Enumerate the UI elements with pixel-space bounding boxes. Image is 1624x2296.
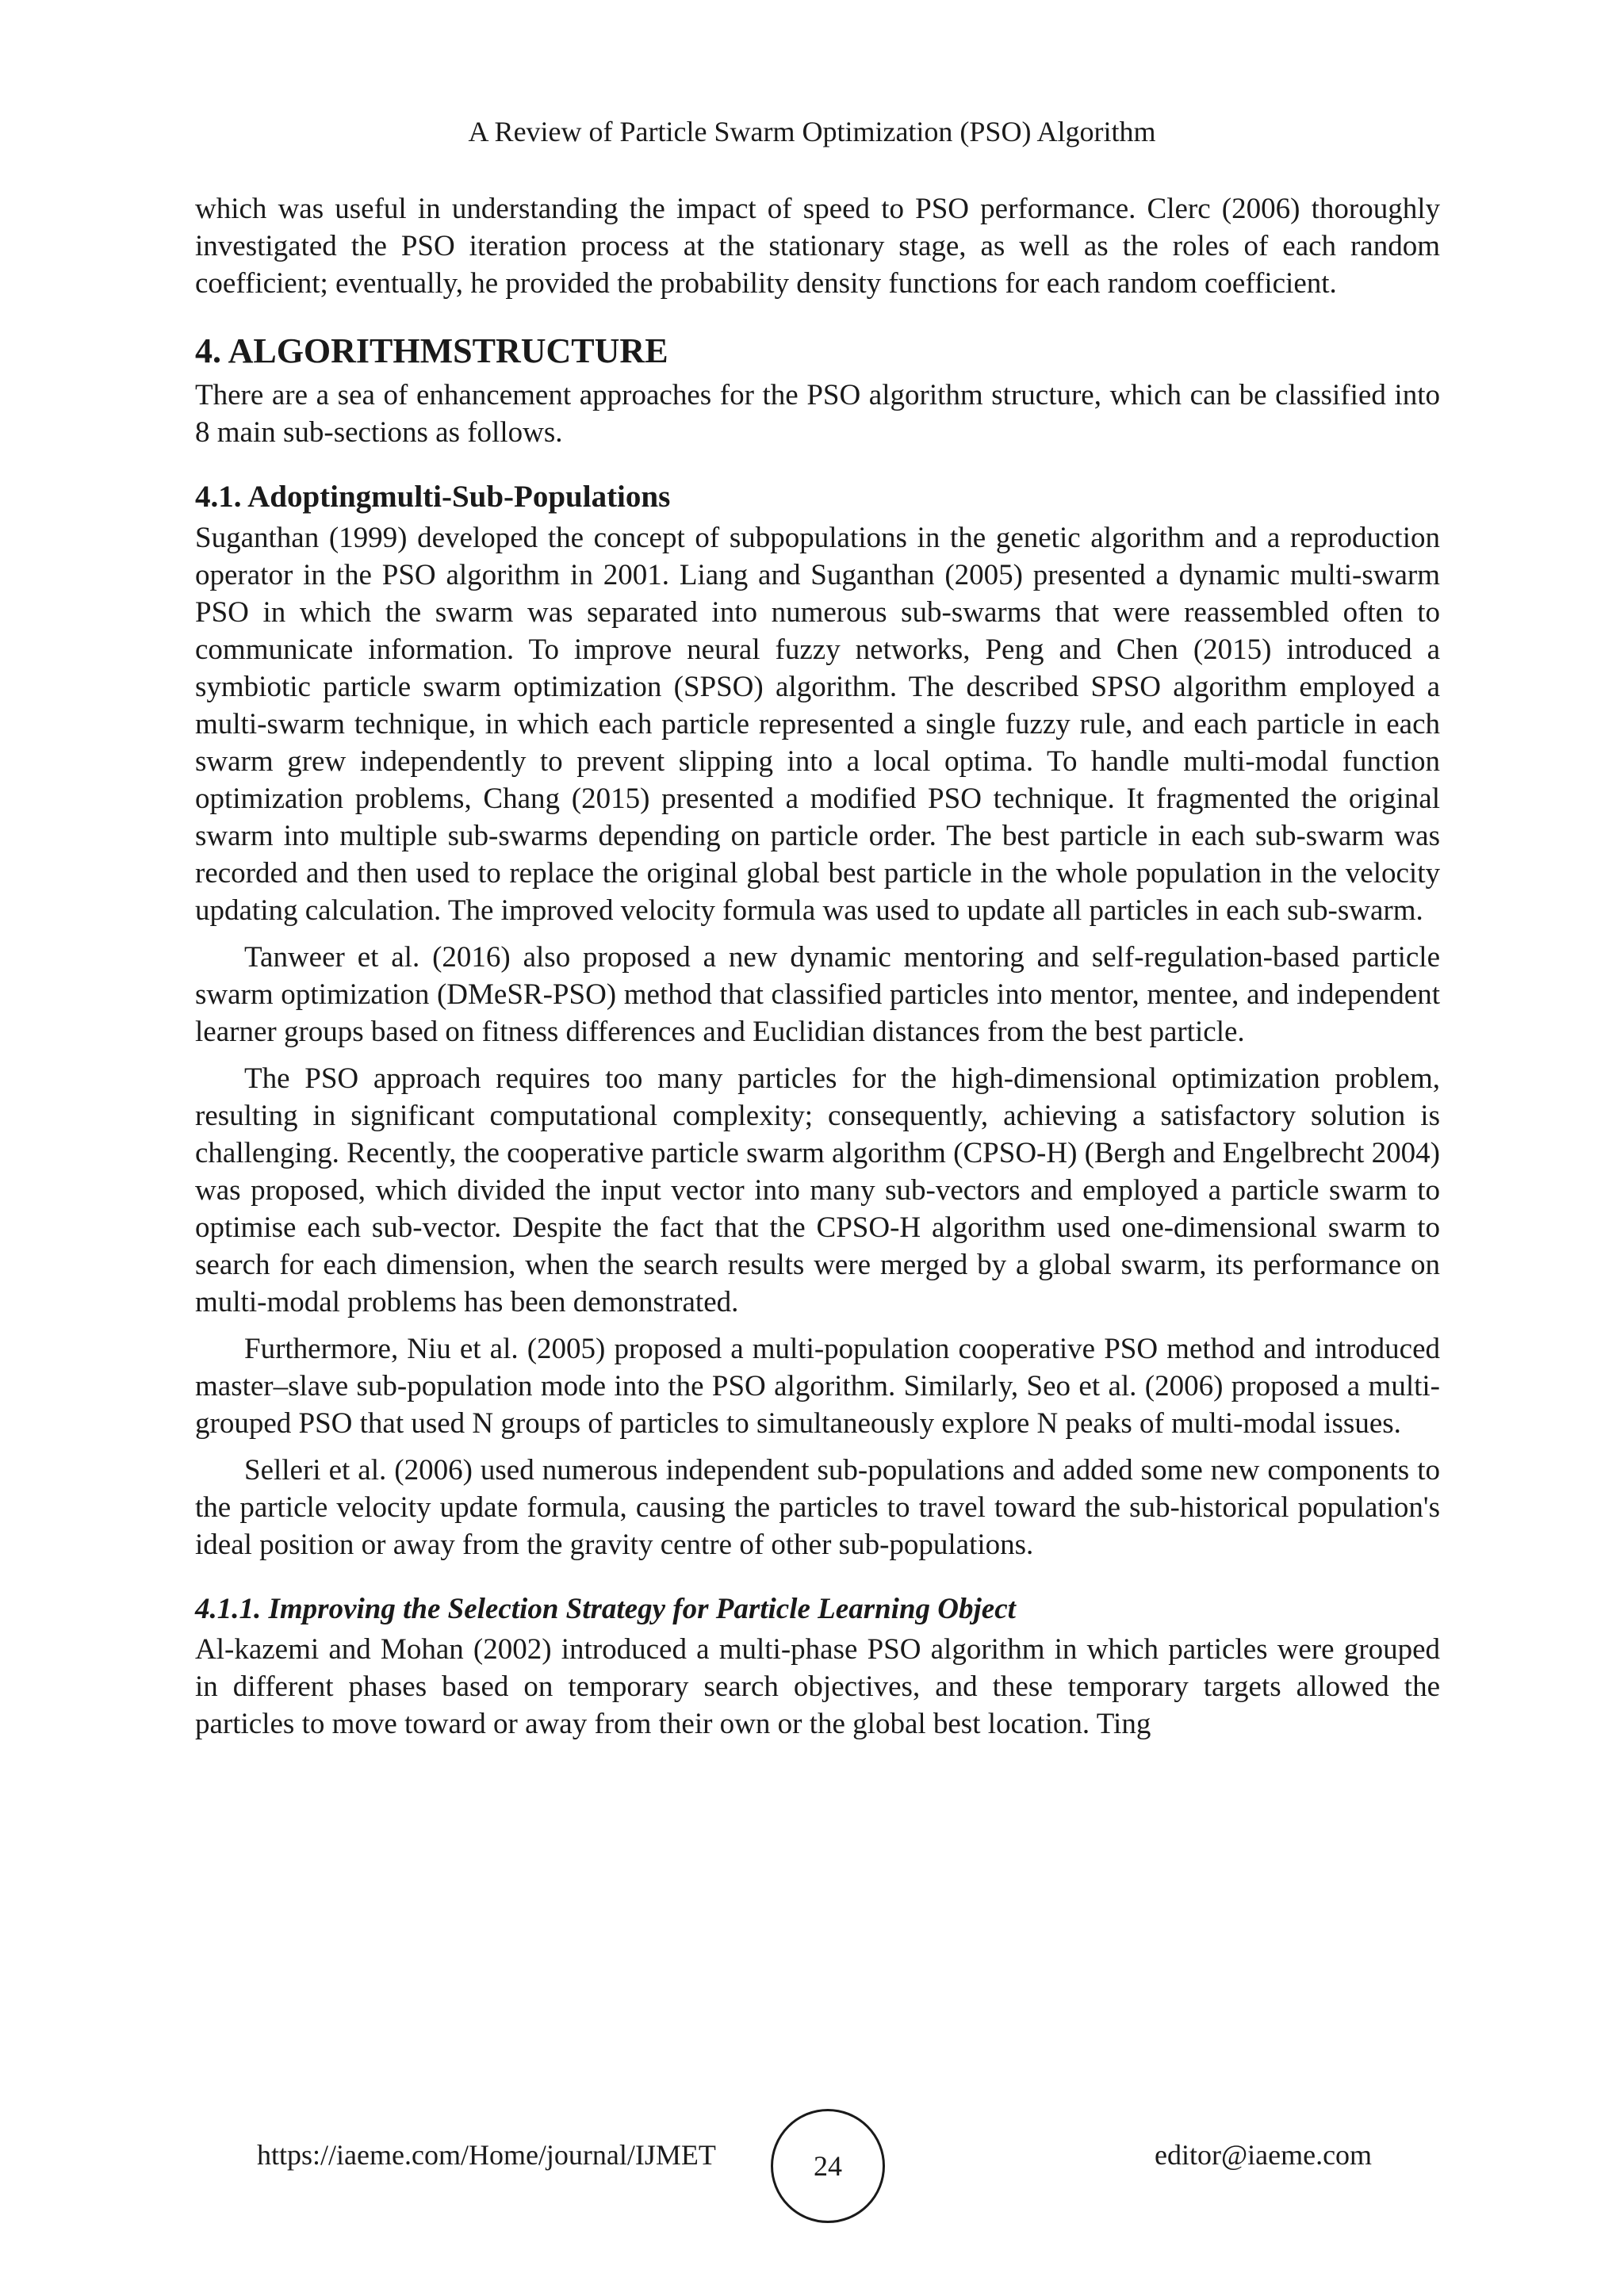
section-heading-4: 4. ALGORITHMSTRUCTURE: [195, 331, 668, 370]
page-number: 24: [814, 2150, 842, 2182]
page-footer: [0, 2109, 1624, 2228]
section-heading-4-1-1: 4.1.1. Improving the Selection Strategy for Particle Learning Object: [195, 1593, 1016, 1625]
body-content: [195, 190, 1440, 1743]
section-4-1-paragraph-4: Furthermore, Niu et al. (2005) proposed a multi-population cooperative PSO method and introduced master–slave sub-population mode into the PSO algorithm. Similarly, Seo et al. (2006) proposed a multi- grouped PSO that used N groups of particles to simultaneously explore N peaks of multi-modal issues.: [195, 1333, 1440, 1440]
section-4-1-paragraph-5: Selleri et al. (2006) used numerous independent sub-populations and added some new components to the particle velocity update formula, causing the particles to travel toward the sub-historical population's ideal position or away from the gravity centre of other sub-populations.: [195, 1454, 1440, 1561]
footer-url-link[interactable]: https://iaeme.com/Home/journal/IJMET: [257, 2139, 716, 2171]
section-4-paragraph: There are a sea of enhancement approaches for the PSO algorithm structure, which can be classified into 8 main sub-sections as follows.: [195, 379, 1440, 449]
footer-email-link[interactable]: editor@iaeme.com: [1155, 2139, 1373, 2171]
section-4-1-paragraph-1: Suganthan (1999) developed the concept of subpopulations in the genetic algorithm and a reproduction operator in the PSO algorithm in 2001. Liang and Suganthan (2005) presented a dynamic multi-swarm PSO in which the swarm was separated into numerous sub-swarms that were reassembled often to communicate information. To improve neural fuzzy networks, Peng and Chen (2015) introduced a symbiotic particle swarm optimization (SPSO) algorithm. The described SPSO algorithm employed a multi-swarm technique, in which each particle represented a single fuzzy rule, and each particle in each swarm grew independently to prevent slipping into a local optima. To handle multi-modal function optimization problems, Chang (2015) presented a modified PSO technique. It fragmented the original swarm into multiple sub-swarms depending on particle order. The best particle in each sub-swarm was recorded and then used to replace the original global best particle in the whole population in the velocity updating calculation. The improved velocity formula was used to update all particles in each sub-swarm.: [195, 522, 1440, 927]
section-4-1-1-paragraph: Al-kazemi and Mohan (2002) introduced a multi-phase PSO algorithm in which particles were grouped in different phases based on temporary search objectives, and these temporary targets allowed the particles to move toward or away from their own or the global best location. Ting: [195, 1633, 1440, 1740]
running-header: A Review of Particle Swarm Optimization (PSO) Algorithm: [468, 116, 1156, 147]
page-number-badge: [771, 2109, 885, 2223]
section-4-1-paragraph-3: The PSO approach requires too many particles for the high-dimensional optimization problem, resulting in significant computational complexity; consequently, achieving a satisfactory solution is challenging. Recently, the cooperative particle swarm algorithm (CPSO-H) (Bergh and Engelbrecht 2004) was proposed, which divided the input vector into many sub-vectors and employed a particle swarm to optimise each sub-vector. Despite the fact that the CPSO-H algorithm used one-dimensional swarm to search for each dimension, when the search results were merged by a global swarm, its performance on multi-modal problems has been demonstrated.: [195, 1062, 1440, 1318]
section-4-1-paragraph-2: Tanweer et al. (2016) also proposed a new dynamic mentoring and self-regulation-based particle swarm optimization (DMeSR-PSO) method that classified particles into mentor, mentee, and independent learner groups based on fitness differences and Euclidian distances from the best particle.: [195, 941, 1440, 1048]
intro-paragraph: which was useful in understanding the impact of speed to PSO performance. Clerc (2006) thoroughly investigated the PSO iteration process at the stationary stage, as well as the roles of each random coefficient; eventually, he provided the probability density functions for each random coefficient.: [195, 193, 1440, 300]
section-heading-4-1: 4.1. Adoptingmulti-Sub-Populations: [195, 480, 671, 514]
